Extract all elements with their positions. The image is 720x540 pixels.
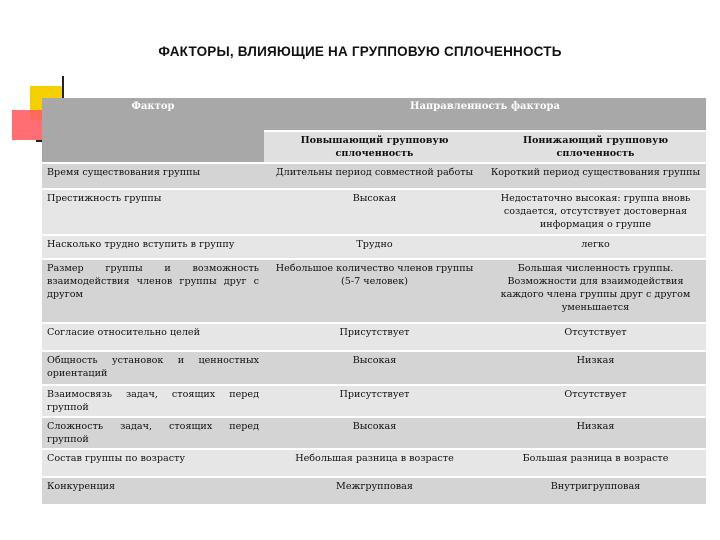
table-row	[42, 351, 706, 385]
increasing-cell: Небольшая разница в возрасте	[264, 449, 485, 477]
factor-cell: Время существования группы	[42, 163, 264, 189]
table-header-row	[42, 98, 706, 131]
factor-cell: Насколько трудно вступить в группу	[42, 235, 264, 259]
factor-cell: Конкуренция	[42, 477, 264, 505]
decreasing-cell: Низкая	[485, 351, 706, 385]
slide-title: ФАКТОРЫ, ВЛИЯЮЩИЕ НА ГРУППОВУЮ СПЛОЧЕННОСТЬ	[158, 44, 562, 59]
factor-cell: Согласие относительно целей	[42, 323, 264, 351]
increasing-cell: Высокая	[264, 351, 485, 385]
subheader-increasing: Повышающий групповую сплоченность	[264, 131, 485, 163]
header-factor: Фактор	[42, 98, 264, 163]
increasing-cell: Высокая	[264, 189, 485, 235]
factor-cell: Взаимосвязь задач, стоящих перед группой	[42, 385, 264, 417]
table-row	[42, 449, 706, 477]
decreasing-cell: Короткий период существования группы	[485, 163, 706, 189]
increasing-cell: Трудно	[264, 235, 485, 259]
increasing-cell: Присутствует	[264, 385, 485, 417]
factors-table	[42, 98, 706, 506]
decreasing-cell: Отсутствует	[485, 323, 706, 351]
decreasing-cell: легко	[485, 235, 706, 259]
decreasing-cell: Отсутствует	[485, 385, 706, 417]
table-row	[42, 259, 706, 323]
increasing-cell: Высокая	[264, 417, 485, 449]
table-row	[42, 163, 706, 189]
decreasing-cell: Большая разница в возрасте	[485, 449, 706, 477]
table-row	[42, 323, 706, 351]
factor-cell: Размер группы и возможность взаимодействия членов группы друг с другом	[42, 259, 264, 323]
decorative-red-square	[12, 110, 44, 140]
decreasing-cell: Внутригрупповая	[485, 477, 706, 505]
factor-cell: Состав группы по возрасту	[42, 449, 264, 477]
increasing-cell: Небольшое количество членов группы (5-7 человек)	[264, 259, 485, 323]
factor-cell: Престижность группы	[42, 189, 264, 235]
table-row	[42, 189, 706, 235]
header-direction: Направленность фактора	[264, 98, 706, 131]
decreasing-cell: Большая численность группы. Возможности для взаимодействия каждого члена группы друг с другом уменьшается	[485, 259, 706, 323]
increasing-cell: Межгрупповая	[264, 477, 485, 505]
decreasing-cell: Недостаточно высокая: группа вновь создается, отсутствует достоверная информация о группе	[485, 189, 706, 235]
table-row	[42, 385, 706, 417]
factor-cell: Общность установок и ценностных ориентаций	[42, 351, 264, 385]
table-row	[42, 477, 706, 505]
increasing-cell: Присутствует	[264, 323, 485, 351]
decreasing-cell: Низкая	[485, 417, 706, 449]
table-row	[42, 235, 706, 259]
subheader-decreasing: Понижающий групповую сплоченность	[485, 131, 706, 163]
table-row	[42, 417, 706, 449]
increasing-cell: Длительны период совместной работы	[264, 163, 485, 189]
factor-cell: Сложность задач, стоящих перед группой	[42, 417, 264, 449]
